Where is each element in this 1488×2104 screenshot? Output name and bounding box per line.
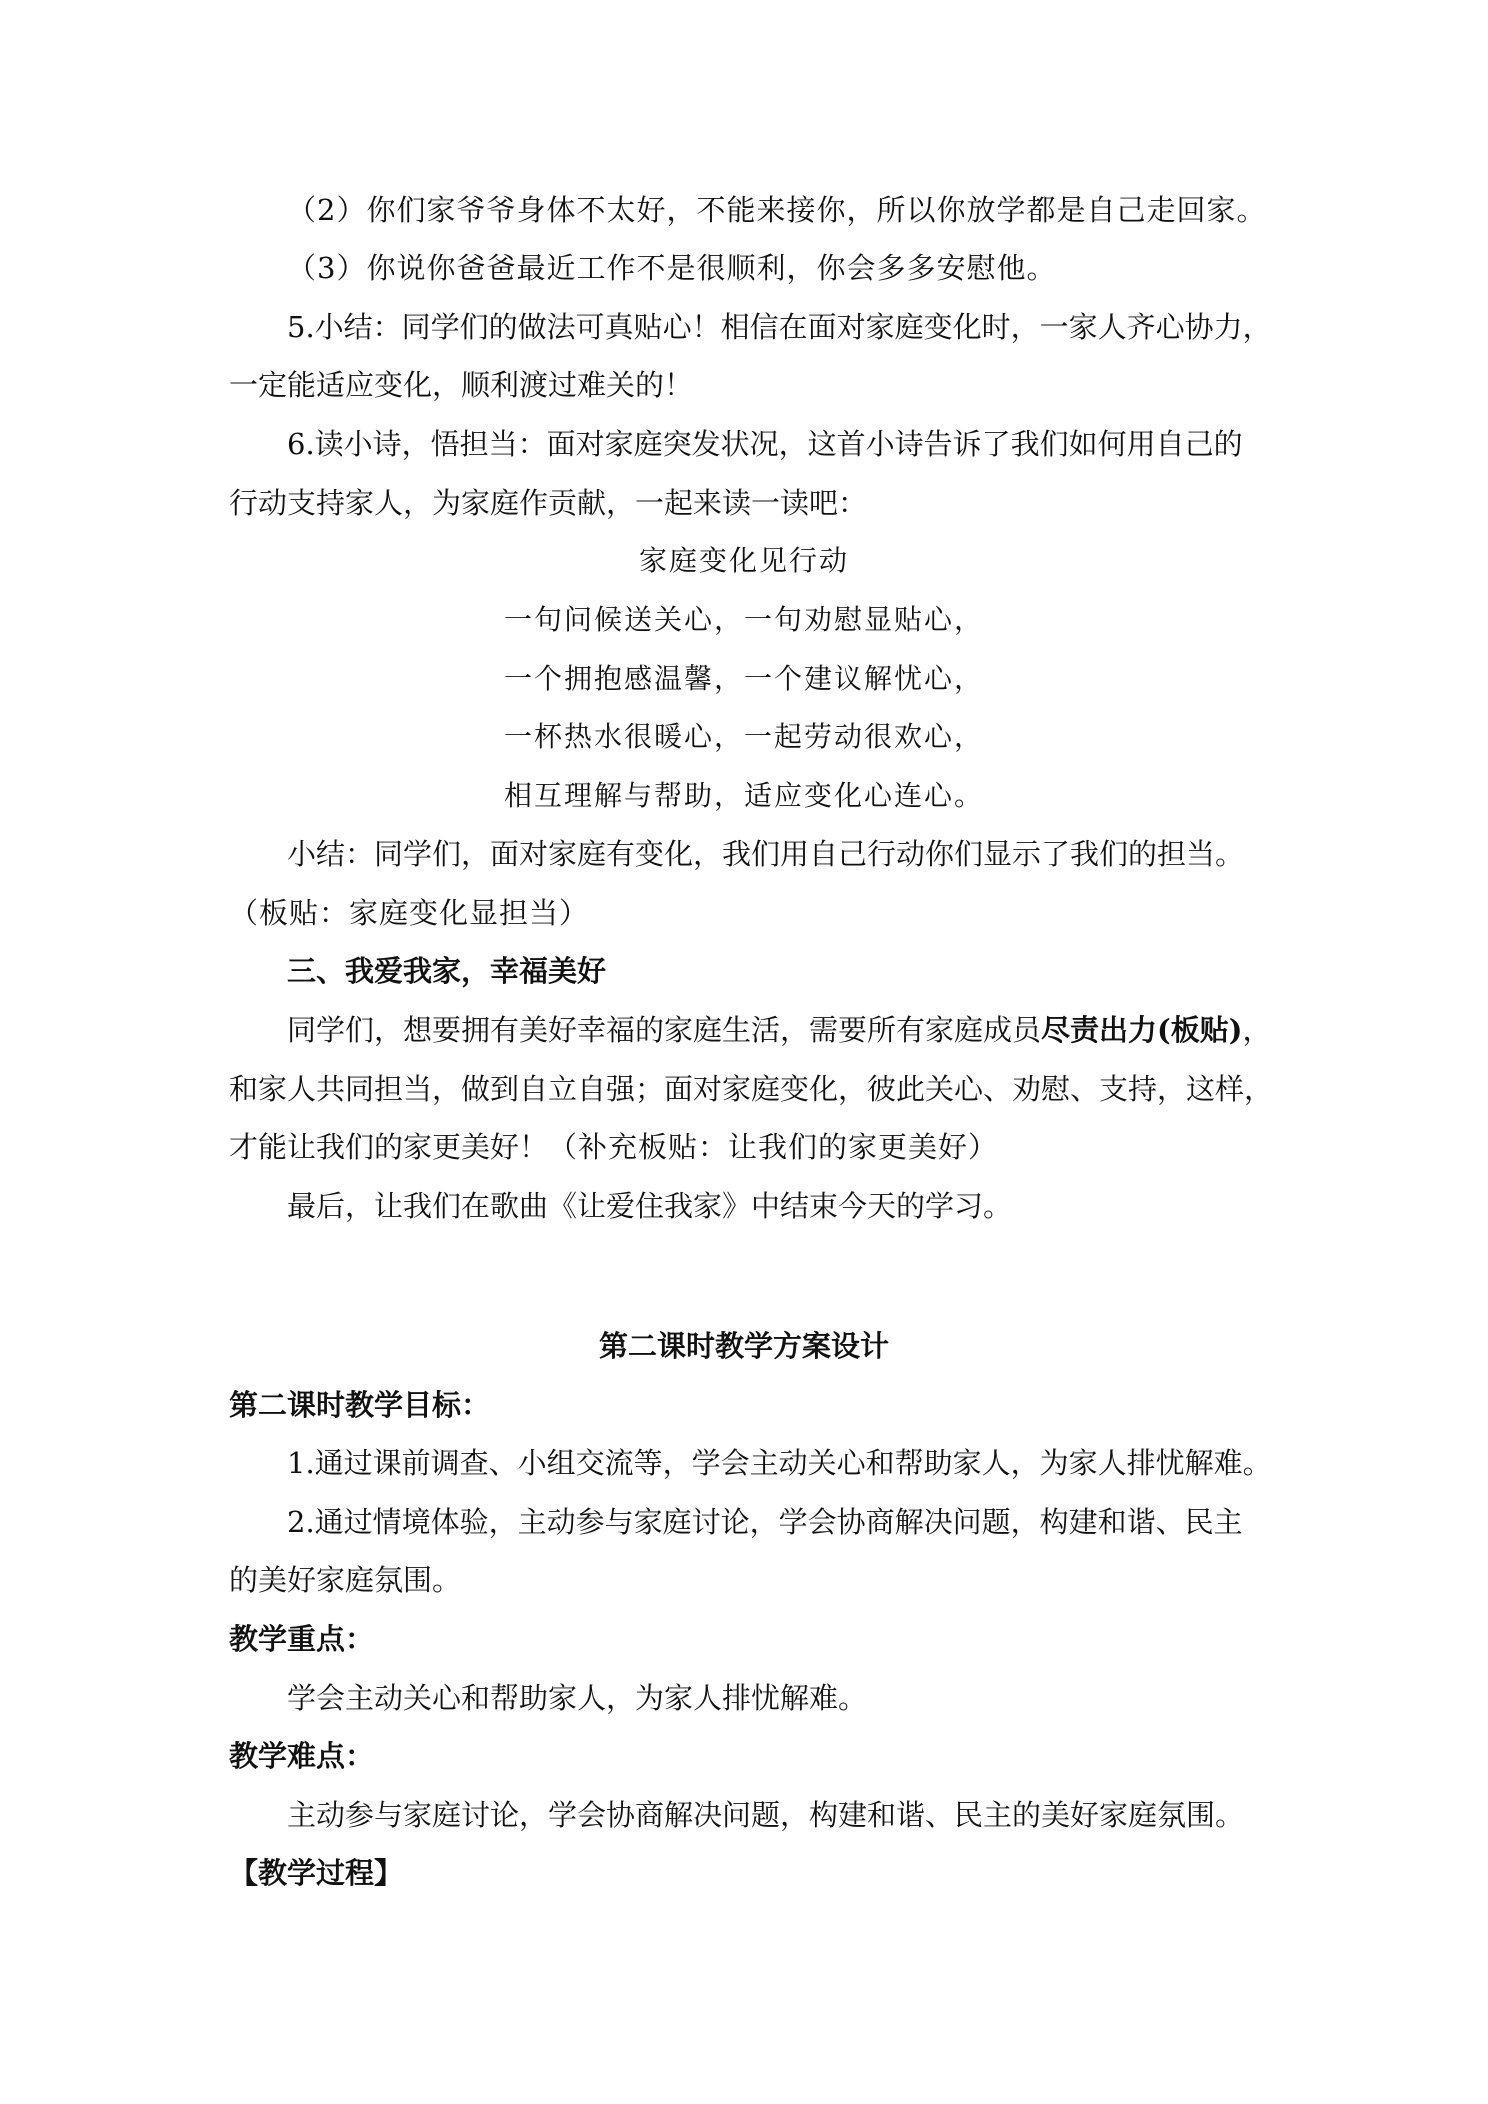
goal-item-continued: 的美好家庭氛围。 — [229, 1563, 462, 1597]
goal-item: 2.通过情境体验，主动参与家庭讨论，学会协商解决问题，构建和谐、民主 — [287, 1505, 1243, 1539]
lesson-title: 第二课时教学方案设计 — [598, 1329, 889, 1363]
goals-heading: 第二课时教学目标： — [229, 1388, 491, 1422]
paragraph-line: 和家人共同担当，做到自立自强；面对家庭变化，彼此关心、劝慰、支持，这样， — [229, 1072, 1274, 1106]
goal-item: 1.通过课前调查、小组交流等，学会主动关心和帮助家人，为家人排忧解难。 — [287, 1446, 1272, 1480]
paragraph-line: （2）你们家爷爷身体不太好，不能来接你，所以你放学都是自己走回家。 — [287, 193, 1267, 227]
difficult-points-text: 主动参与家庭讨论，学会协商解决问题，构建和谐、民主的美好家庭氛围。 — [287, 1798, 1245, 1832]
process-heading: 【教学过程】 — [229, 1856, 404, 1890]
key-points-heading: 教学重点： — [229, 1622, 375, 1656]
key-points-text: 学会主动关心和帮助家人，为家人排忧解难。 — [287, 1681, 868, 1715]
difficult-points-heading: 教学难点： — [229, 1739, 375, 1773]
paragraph-line — [0, 1006, 1488, 1054]
summary-line: 小结：同学们，面对家庭有变化，我们用自己行动你们显示了我们的担当。 — [287, 837, 1245, 871]
paragraph-text: ， — [1242, 1013, 1272, 1047]
paragraph-line: 6.读小诗，悟担当：面对家庭突发状况，这首小诗告诉了我们如何用自己的 — [287, 427, 1243, 461]
board-note: （补充板贴：让我们的家更美好） — [548, 1130, 999, 1164]
poem-line: 一句问候送关心，一句劝慰显贴心， — [503, 603, 984, 636]
paragraph-text: 同学们，想要拥有美好幸福的家庭生活，需要所有家庭成员 — [287, 1013, 1042, 1047]
poem-line: 一杯热水很暖心，一起劳动很欢心， — [503, 720, 984, 753]
paragraph-line: 行动支持家人，为家庭作贡献，一起来读一读吧： — [229, 486, 868, 520]
paragraph-line — [0, 1123, 1488, 1171]
paragraph-text: 才能让我们的家更美好！ — [229, 1130, 549, 1164]
section-heading: 三、我爱我家，幸福美好 — [287, 954, 607, 988]
paragraph-line: 一定能适应变化，顺利渡过难关的！ — [229, 368, 694, 402]
poem-line: 一个拥抱感温馨，一个建议解忧心， — [503, 662, 984, 695]
paragraph-line: 最后，让我们在歌曲《让爱住我家》中结束今天的学习。 — [287, 1189, 1013, 1223]
paragraph-line: 5.小结：同学们的做法可真贴心！相信在面对家庭变化时，一家人齐心协力， — [287, 310, 1272, 344]
paragraph-line: （3）你说你爸爸最近工作不是很顺利，你会多多安慰他。 — [287, 251, 1057, 285]
board-note-bold: 尽责出力(板贴) — [1041, 1013, 1243, 1047]
summary-board-note: （板贴：家庭变化显担当） — [229, 896, 590, 930]
poem-line: 相互理解与帮助，适应变化心连心。 — [503, 779, 984, 812]
poem-title: 家庭变化见行动 — [638, 544, 849, 577]
